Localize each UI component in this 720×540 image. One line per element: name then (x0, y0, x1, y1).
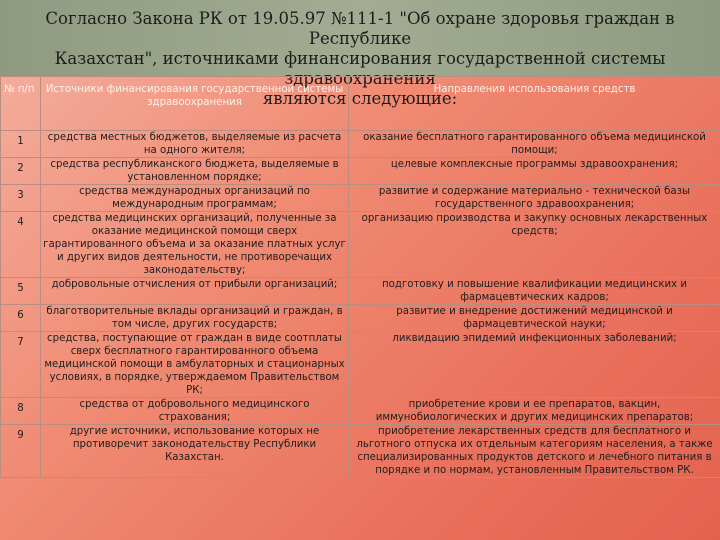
table-row (1, 185, 720, 212)
funding-direction: целевые комплексные программы здравоохранения; (349, 158, 720, 185)
funding-source: другие источники, использование которых не противоречит законодательству Республики Казахстан. (41, 425, 349, 478)
funding-direction: развитие и содержание материально - технической базы государственного здравоохранения; (349, 185, 720, 212)
funding-source: средства, поступающие от граждан в виде соотплаты сверх бесплатного гарантированного объема медицинской помощи в амбулаторных и стационарных условиях, в порядке, утверждаемом Правительством РК; (41, 332, 349, 398)
funding-direction: приобретение крови и ее препаратов, вакцин, иммунобиологических и других медицинских препаратов; (349, 398, 720, 425)
funding-source: средства от добровольного медицинского страхования; (41, 398, 349, 425)
funding-source: добровольные отчисления от прибыли организаций; (41, 278, 349, 305)
funding-source: средства международных организаций по международным программам; (41, 185, 349, 212)
table-header-row (1, 77, 720, 131)
row-number: 8 (1, 398, 41, 425)
row-number: 2 (1, 158, 41, 185)
header-sources: Источники финансирования государственной системы здравоохранения (41, 77, 349, 131)
table-row (1, 425, 720, 478)
slide-title-line-1: Согласно Закона РК от 19.05.97 №111-1 "Об охране здоровья граждан в Республике (45, 9, 675, 48)
funding-source: благотворительные вклады организаций и граждан, в том числе, других государств; (41, 305, 349, 332)
row-number: 5 (1, 278, 41, 305)
row-number: 7 (1, 332, 41, 398)
funding-source: средства местных бюджетов, выделяемые из расчета на одного жителя; (41, 131, 349, 158)
funding-direction: приобретение лекарственных средств для бесплатного и льготного отпуска их отдельным категориям населения, а также специализированных продуктов детского и лечебного питания в порядке и по нормам, установленным Правительством РК. (349, 425, 720, 478)
header-number: № п/п (1, 77, 41, 131)
slide-title-line-2: Казахстан", источниками финансирования государственной системы здравоохранения (54, 49, 666, 88)
row-number: 3 (1, 185, 41, 212)
funding-direction: подготовку и повышение квалификации медицинских и фармацевтических кадров; (349, 278, 720, 305)
funding-source: средства медицинских организаций, полученные за оказание медицинской помощи сверх гарантированного объема и за оказание платных услуг и других видов деятельности, не противоречащих законодательству; (41, 212, 349, 278)
table-row (1, 305, 720, 332)
table-row (1, 278, 720, 305)
header-directions: Направления использования средств (349, 77, 720, 131)
slide-title-line-3: являются следующие: (262, 89, 458, 108)
table-row (1, 131, 720, 158)
funding-direction: организацию производства и закупку основных лекарственных средств; (349, 212, 720, 278)
row-number: 6 (1, 305, 41, 332)
funding-direction: оказание бесплатного гарантированного объема медицинской помощи; (349, 131, 720, 158)
funding-source: средства республиканского бюджета, выделяемые в установленном порядке; (41, 158, 349, 185)
table-row (1, 212, 720, 278)
row-number: 9 (1, 425, 41, 478)
funding-direction: развитие и внедрение достижений медицинской и фармацевтической науки; (349, 305, 720, 332)
row-number: 4 (1, 212, 41, 278)
row-number: 1 (1, 131, 41, 158)
table-row (1, 158, 720, 185)
table-row (1, 398, 720, 425)
funding-table (0, 76, 720, 478)
funding-direction: ликвидацию эпидемий инфекционных заболеваний; (349, 332, 720, 398)
table-row (1, 332, 720, 398)
